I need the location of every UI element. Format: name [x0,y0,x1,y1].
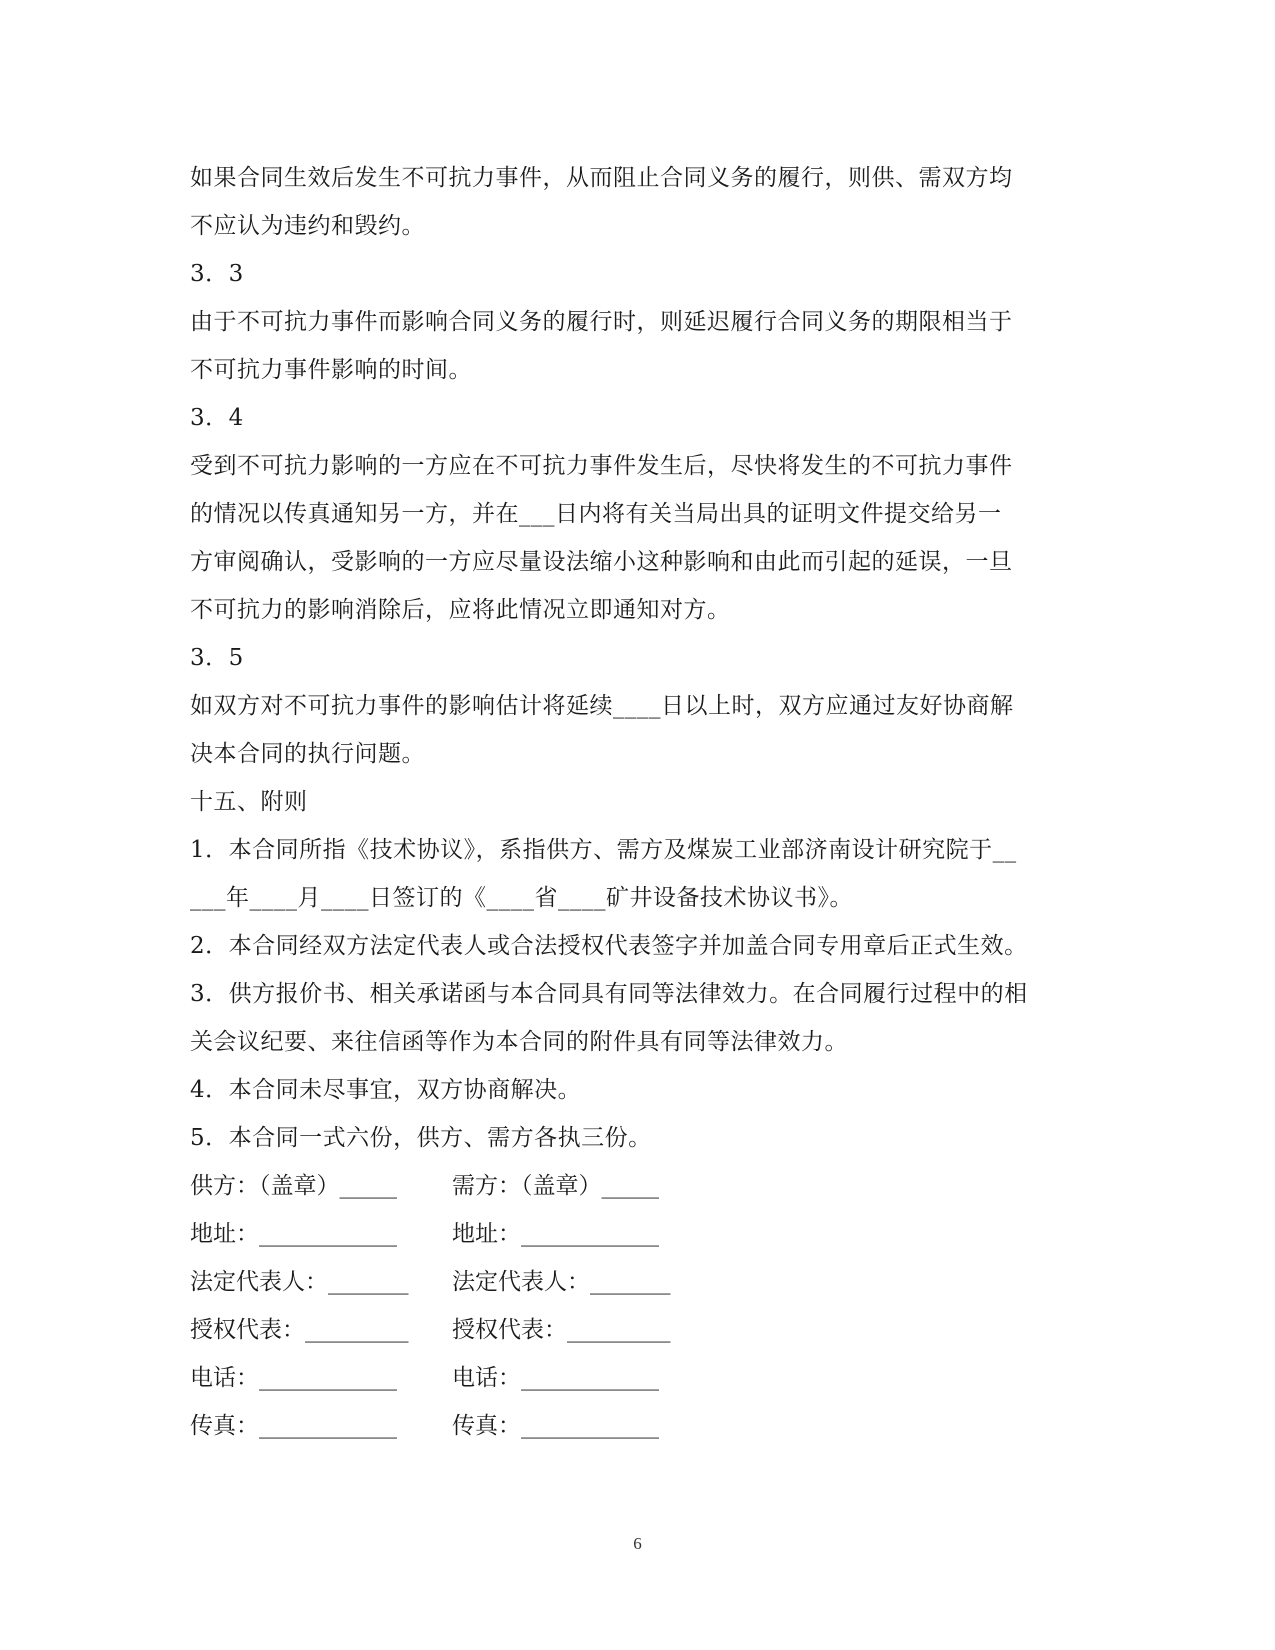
buyer-seal-field: 需方：（盖章）_____ [452,1173,659,1199]
paragraph-line: 如果合同生效后发生不可抗力事件，从而阻止合同义务的履行，则供、需双方均 [190,165,1013,191]
paragraph-line: 4．本合同未尽事宜，双方协商解决。 [190,1077,582,1103]
paragraph-line: 的情况以传真通知另一方，并在___日内将有关当局出具的证明文件提交给另一 [190,501,1002,527]
supplier-authorized-rep-field: 授权代表：_________ [190,1317,409,1343]
supplier-seal-field: 供方：（盖章）_____ [190,1173,397,1199]
clause-number: 3．3 [190,261,244,287]
buyer-legal-rep-field: 法定代表人：_______ [452,1269,671,1295]
document-body [190,154,1090,1450]
signature-row-fax [190,1402,1090,1450]
paragraph-line: 不可抗力的影响消除后，应将此情况立即通知对方。 [190,597,731,623]
signature-row-seal [190,1162,1090,1210]
signature-row-phone [190,1354,1090,1402]
paragraph-line: 2．本合同经双方法定代表人或合法授权代表签字并加盖合同专用章后正式生效。 [190,933,1028,959]
buyer-authorized-rep-field: 授权代表：_________ [452,1317,671,1343]
signature-row-authorized-rep [190,1306,1090,1354]
paragraph-line: 不应认为违约和毁约。 [190,213,425,239]
paragraph-line: ___年____月____日签订的《____省____矿井设备技术协议书》。 [190,885,853,911]
signature-row-address [190,1210,1090,1258]
signature-block [190,1162,1090,1450]
paragraph-line: 受到不可抗力影响的一方应在不可抗力事件发生后，尽快将发生的不可抗力事件 [190,453,1013,479]
paragraph-line: 方审阅确认，受影响的一方应尽量设法缩小这种影响和由此而引起的延误，一旦 [190,549,1013,575]
paragraph-line: 5．本合同一式六份，供方、需方各执三份。 [190,1125,652,1151]
supplier-phone-field: 电话：____________ [190,1365,397,1391]
buyer-address-field: 地址：____________ [452,1221,659,1247]
section-heading: 十五、附则 [190,789,308,815]
clause-number: 3．4 [190,405,244,431]
paragraph-line: 3．供方报价书、相关承诺函与本合同具有同等法律效力。在合同履行过程中的相 [190,981,1028,1007]
paragraph-line: 不可抗力事件影响的时间。 [190,357,472,383]
page-number: 6 [633,1534,642,1553]
clause-number: 3．5 [190,645,244,671]
buyer-fax-field: 传真：____________ [452,1413,659,1439]
supplier-address-field: 地址：____________ [190,1221,397,1247]
supplier-fax-field: 传真：____________ [190,1413,397,1439]
paragraph-line: 1．本合同所指《技术协议》，系指供方、需方及煤炭工业部济南设计研究院于__ [190,837,1017,863]
paragraph-line: 关会议纪要、来往信函等作为本合同的附件具有同等法律效力。 [190,1029,848,1055]
paragraph-line: 如双方对不可抗力事件的影响估计将延续____日以上时，双方应通过友好协商解 [190,693,1014,719]
buyer-phone-field: 电话：____________ [452,1365,659,1391]
supplier-legal-rep-field: 法定代表人：_______ [190,1269,409,1295]
paragraph-line: 决本合同的执行问题。 [190,741,425,767]
paragraph-line: 由于不可抗力事件而影响合同义务的履行时，则延迟履行合同义务的期限相当于 [190,309,1013,335]
signature-row-legal-rep [190,1258,1090,1306]
